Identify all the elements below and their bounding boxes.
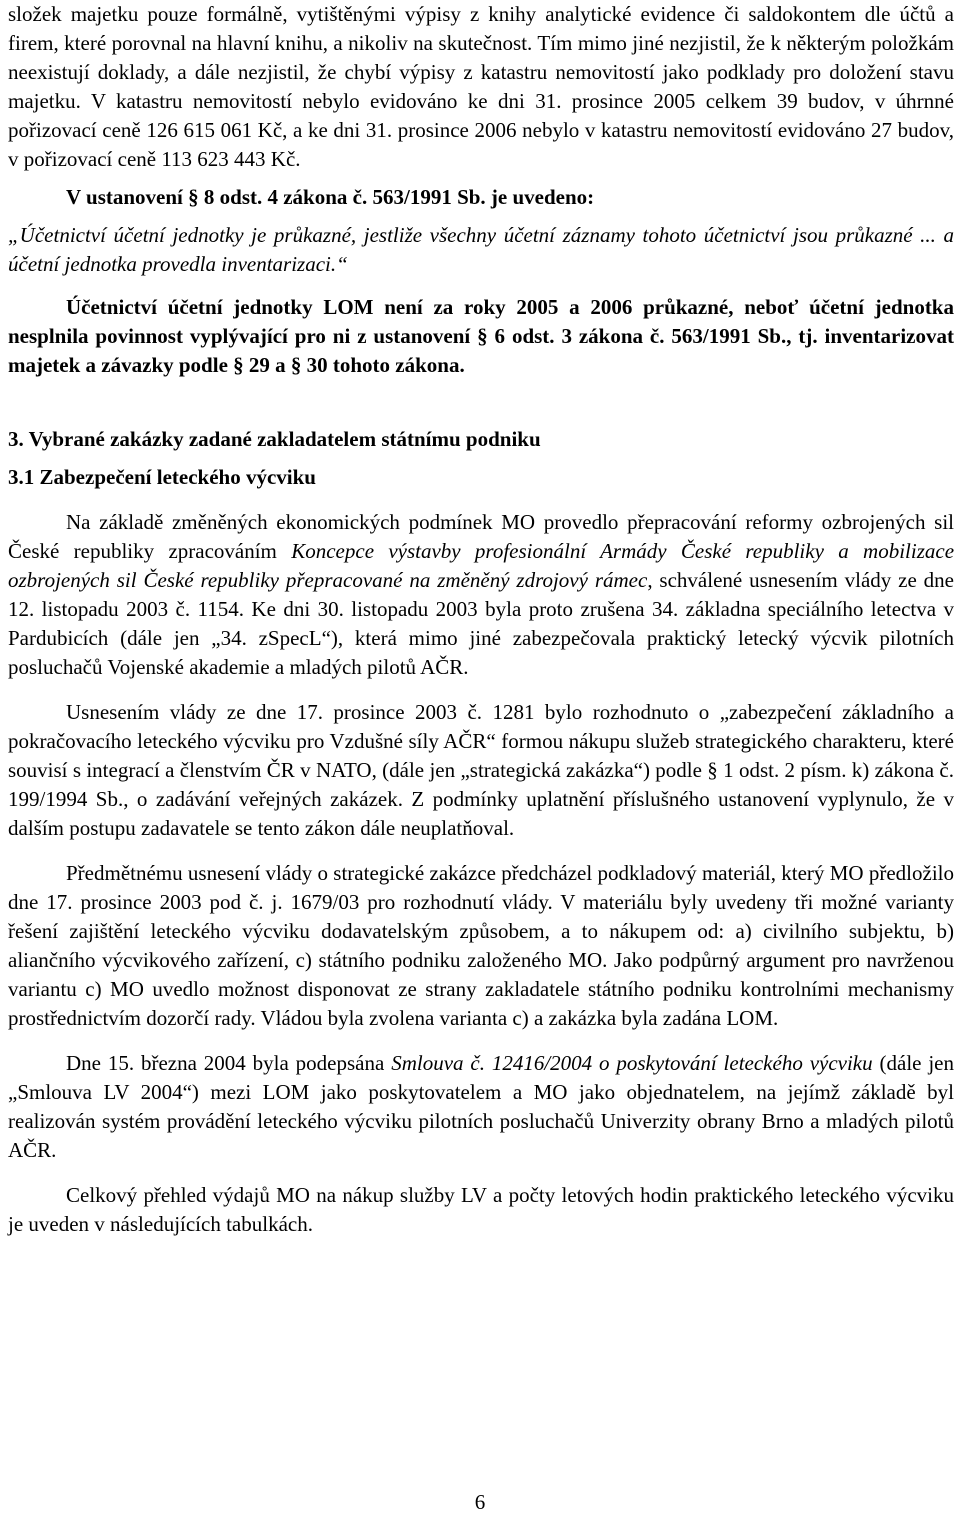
paragraph-text: , schválené usnesením vlády ze dne 12. listopadu 2003 č. 1154. Ke dni 30. listopadu 2003 byla proto zrušena 34. základna speciálního letectva v Pardubicích (dále jen „34. zSpecL“), která mimo jiné zabezpečovala praktický letecký výcvik pilotních posluchačů Vojenské akademie a mladých pilotů AČR. [8, 568, 954, 679]
heading-text: 3.1 Zabezpečení leteckého výcviku [8, 465, 316, 489]
concept-title: Koncepce výstavby profesionální Armády České republiky a mobilizace ozbrojených sil České republiky přepracované na změněný zdrojový rámec [8, 539, 955, 592]
section-heading [8, 425, 954, 454]
paragraph-text: složek majetku pouze formálně, vytištěnými výpisy z knihy analytické evidence či saldokontem dle účtů a firem, které porovnal na hlavní knihu, a nikoliv na skutečnost. Tím mimo jiné nezjistil, že k některým položkám neexistují doklady, a dále nezjistil, že chybí výpisy z katastru nemovitostí jako podklady pro doložení stavu majetku. V katastru nemovitostí nebylo evidováno ke dni 31. prosince 2005 celkem 39 budov, v úhrnné pořizovací ceně 126 615 061 Kč, a ke dni 31. prosince 2006 nebylo v katastru nemovitostí evidováno 27 budov, v pořizovací ceně 113 623 443 Kč. [8, 2, 954, 171]
heading-text: 3. Vybrané zakázky zadané zakladatelem státnímu podniku [8, 427, 541, 451]
paragraph-conclusion [8, 293, 954, 380]
paragraph-text: Účetnictví účetní jednotky LOM není za roky 2005 a 2006 průkazné, neboť účetní jednotka nesplnila povinnost vyplývající pro ni z ustanovení § 6 odst. 3 zákona č. 563/1991 Sb., tj. inventarizovat majetek a závazky podle § 29 a § 30 tohoto zákona. [8, 295, 954, 377]
paragraph-overview [8, 1181, 954, 1239]
document-page [8, 0, 954, 1239]
paragraph-text: Dne 15. března 2004 byla podepsána [66, 1051, 392, 1075]
paragraph-inventory-findings [8, 0, 954, 174]
page-number: 6 [474, 1490, 486, 1514]
quotation-law-text [8, 221, 954, 279]
paragraph-reform [8, 508, 954, 682]
paragraph-text: Usnesením vlády ze dne 17. prosince 2003 č. 1281 bylo rozhodnuto o „zabezpečení základního a pokračovacího leteckého výcviku pro Vzdušné síly AČR“ formou nákupu služeb strategického charakteru, které souvisí s integrací a členstvím ČR v NATO, (dále jen „strategická zakázka“) podle § 1 odst. 2 písm. k) zákona č. 199/1994 Sb., o zadávání veřejných zakázek. Z podmínky uplatnění příslušného ustanovení vyplynulo, že v dalším postupu zadavatele se tento zákon dále neuplatňoval. [8, 700, 954, 840]
paragraph-variants [8, 859, 954, 1033]
paragraph-text: Na základě změněných ekonomických podmínek MO provedlo přepracování reformy ozbrojených sil České republiky zpracováním [8, 510, 954, 563]
paragraph-text: Celkový přehled výdajů MO na nákup služby LV a počty letových hodin praktického leteckého výcviku je uveden v následujících tabulkách. [8, 1183, 954, 1236]
paragraph-text: V ustanovení § 8 odst. 4 zákona č. 563/1991 Sb. je uvedeno: [66, 185, 595, 209]
paragraph-text: (dále jen „Smlouva LV 2004“) mezi LOM jako poskytovatelem a MO jako objednatelem, na jejímž základě byl realizován systém provádění leteckého výcviku pilotních posluchačů Univerzity obrany Brno a mladých pilotů AČR. [8, 1051, 954, 1162]
contract-title: Smlouva č. 12416/2004 o poskytování leteckého výcviku [391, 1051, 873, 1075]
paragraph-text: Předmětnému usnesení vlády o strategické zakázce předcházel podkladový materiál, který MO předložilo dne 17. prosince 2003 pod č. j. 1679/03 pro rozhodnutí vlády. V materiálu byly uvedeny tři možné varianty řešení zajištění leteckého výcviku dodavatelským způsobem, a to nákupem od: a) civilního subjektu, b) aliančního výcvikového zařízení, c) státního podniku založeného MO. Jako podpůrný argument pro navrženou variantu c) MO uvedlo možnost disponovat ze strany zakladatele státního podniku kontrolními mechanismy prostřednictvím dozorčí rady. Vládou byla zvolena varianta c) a zakázka byla zadána LOM. [8, 861, 954, 1030]
paragraph-law-reference [8, 183, 954, 212]
paragraph-contract [8, 1049, 954, 1165]
paragraph-government-resolution [8, 698, 954, 843]
subsection-heading [8, 463, 954, 492]
quotation-text: „Účetnictví účetní jednotky je průkazné, jestliže všechny účetní záznamy tohoto účetnictví jsou průkazné ... a účetní jednotka provedla inventarizaci.“ [8, 223, 954, 276]
